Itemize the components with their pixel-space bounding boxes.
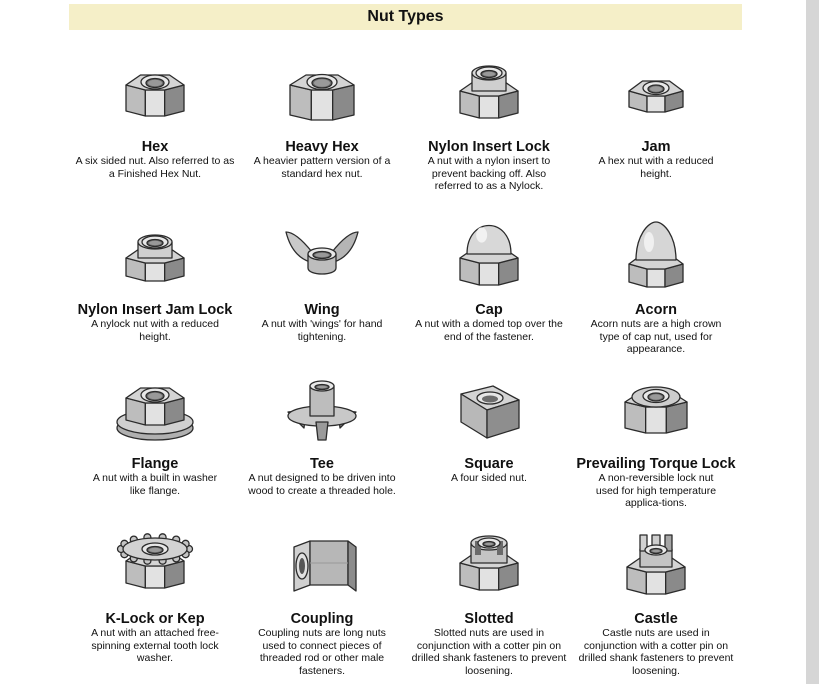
nut-card-slotted: [403, 527, 575, 677]
nut-description: Slotted nuts are used in conjunction with a cotter pin on drilled shank fasteners to prevent loosening.: [411, 627, 567, 677]
nut-card-tee: [236, 372, 408, 497]
coupling-nut-icon: [280, 527, 364, 605]
acorn-nut-icon: [614, 218, 698, 296]
nut-name: Tee: [310, 456, 334, 472]
square-nut-icon: [447, 372, 531, 450]
castle-nut-icon: [614, 527, 698, 605]
hex-nut-icon: [113, 55, 197, 133]
nut-name: Flange: [131, 456, 179, 472]
nut-name: Hex: [141, 139, 169, 155]
nut-name: Wing: [304, 302, 340, 318]
slotted-nut-icon: [447, 527, 531, 605]
nut-description: Castle nuts are used in conjunction with a cotter pin on drilled shank fasteners to prevent loosening.: [578, 627, 734, 677]
nut-card-nylon-insert-lock: [403, 55, 575, 193]
nut-name: Jam: [641, 139, 671, 155]
nut-description: A six sided nut. Also referred to as a Finished Hex Nut.: [75, 155, 235, 180]
nut-description: A nut with an attached free-spinning external tooth lock washer.: [91, 627, 219, 664]
nut-name: Acorn: [635, 302, 677, 318]
nut-card-castle: [570, 527, 742, 677]
scrollbar-track[interactable]: [806, 0, 819, 684]
nylon-insert-jam-lock-nut-icon: [113, 218, 197, 296]
nut-name: Coupling: [290, 611, 354, 627]
nut-description: Coupling nuts are long nuts used to connect pieces of threaded rod or other male fasteners.: [258, 627, 386, 677]
nut-card-prevailing-torque-lock: [570, 372, 742, 510]
nut-card-k-lock: [69, 527, 241, 665]
nut-card-nylon-insert-jam-lock: [69, 218, 241, 343]
nut-description: A hex nut with a reduced height.: [598, 155, 714, 180]
nut-description: A nut with a built in washer like flange.: [92, 472, 218, 497]
wing-nut-icon: [280, 218, 364, 296]
nut-card-flange: [69, 372, 241, 497]
title-banner: [69, 4, 742, 30]
nut-description: A nut with a nylon insert to prevent backing off. Also referred to as a Nylock.: [427, 155, 551, 192]
nut-card-jam: [570, 55, 742, 180]
nut-description: A nut designed to be driven into wood to create a threaded hole.: [248, 472, 396, 497]
nut-name: Nylon Insert Lock: [428, 139, 550, 155]
nut-description: A non-reversible lock nut used for high temperature applica-tions.: [595, 472, 717, 509]
cap-nut-icon: [447, 218, 531, 296]
nut-card-heavy-hex: [236, 55, 408, 180]
nut-description: A nut with a domed top over the end of the fastener.: [415, 318, 563, 343]
k-lock-nut-icon: [113, 527, 197, 605]
nut-description: Acorn nuts are a high crown type of cap nut, used for appearance.: [590, 318, 722, 355]
tee-nut-icon: [280, 372, 364, 450]
nut-card-coupling: [236, 527, 408, 677]
nut-card-square: [403, 372, 575, 485]
nut-name: Heavy Hex: [285, 139, 359, 155]
prevailing-torque-lock-nut-icon: [614, 372, 698, 450]
nut-name: Slotted: [464, 611, 514, 627]
nut-name: Nylon Insert Jam Lock: [77, 302, 233, 318]
nut-description: A nylock nut with a reduced height.: [91, 318, 219, 343]
nut-description: A heavier pattern version of a standard hex nut.: [253, 155, 391, 180]
heavy-hex-nut-icon: [280, 55, 364, 133]
nut-name: K-Lock or Kep: [105, 611, 205, 627]
page-title: Nut Types: [367, 8, 444, 25]
nut-name: Castle: [634, 611, 678, 627]
nut-card-acorn: [570, 218, 742, 356]
nut-name: Square: [464, 456, 514, 472]
nut-card-hex: [69, 55, 241, 180]
nylon-insert-lock-nut-icon: [447, 55, 531, 133]
jam-nut-icon: [614, 55, 698, 133]
nut-description: A four sided nut.: [451, 472, 527, 484]
nut-card-cap: [403, 218, 575, 343]
nut-name: Cap: [475, 302, 503, 318]
nut-name: Prevailing Torque Lock: [576, 456, 736, 472]
nut-card-wing: [236, 218, 408, 343]
nut-description: A nut with 'wings' for hand tightening.: [261, 318, 383, 343]
flange-nut-icon: [113, 372, 197, 450]
